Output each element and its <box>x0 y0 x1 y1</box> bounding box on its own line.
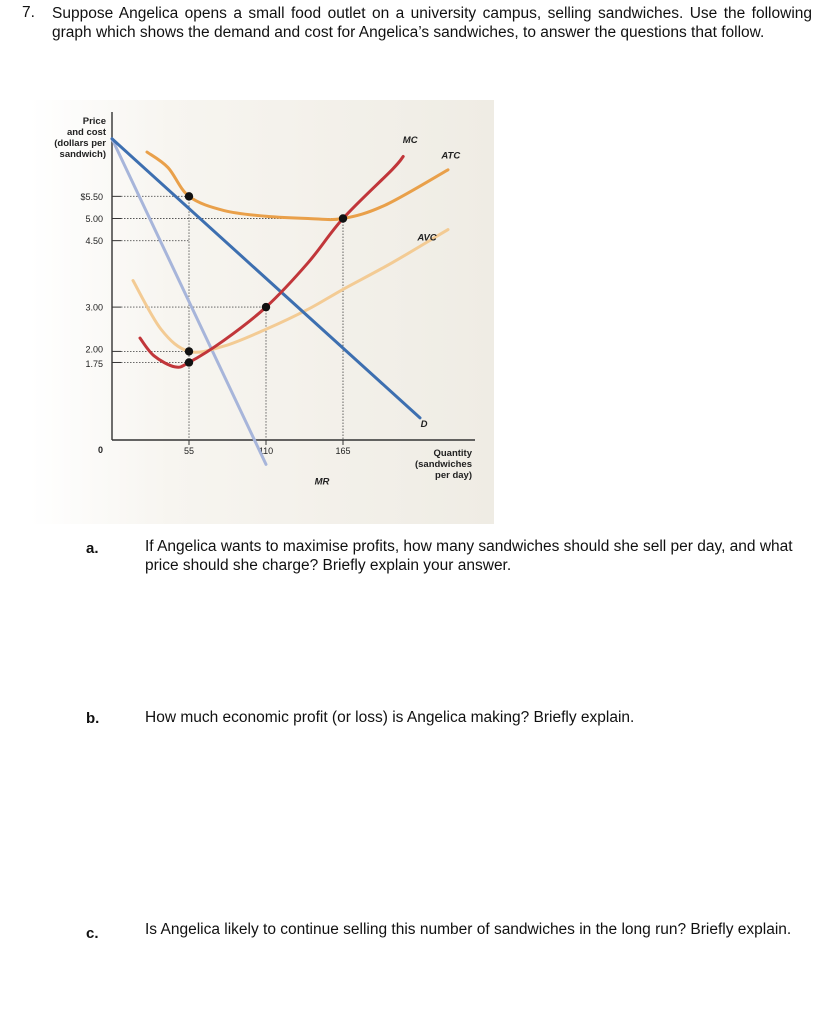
x-tick-label: 165 <box>335 446 351 456</box>
curve-label-mc: MC <box>402 135 418 147</box>
curve-label-mr: MR <box>314 476 330 488</box>
intersection-point <box>185 347 193 355</box>
graph-panel <box>30 100 494 524</box>
question-a-text: If Angelica wants to maximise profits, how many sandwiches should she sell per day, and what price should she charge? Briefly explain your answer. <box>145 538 793 574</box>
x-axis-label-line: per day) <box>435 470 472 481</box>
curve-label-atc: ATC <box>441 150 461 162</box>
curve-label-d: D <box>420 418 428 430</box>
y-tick-label: 5.00 <box>85 214 103 224</box>
y-tick-label: 3.00 <box>85 302 103 313</box>
y-axis-label-line: sandwich) <box>59 149 106 160</box>
question-c-letter: c. <box>86 925 99 942</box>
y-axis-label-line: and cost <box>66 127 106 138</box>
intersection-point <box>339 214 347 222</box>
question-number: 7. <box>22 4 35 21</box>
intersection-point <box>185 358 193 366</box>
y-tick-label: 4.50 <box>85 236 103 247</box>
question-c-text: Is Angelica likely to continue selling this number of sandwiches in the long run? Briefly explain. <box>145 921 792 938</box>
y-axis-label-line: Price <box>82 116 106 127</box>
question-text: Suppose Angelica opens a small food outlet on a university campus, selling sandwiches. Use the following graph which shows the demand and cost for Angelica’s sandwiches, to answer the questions that follow. <box>52 5 812 41</box>
question-a-letter: a. <box>86 540 99 557</box>
cost-demand-chart <box>30 100 494 524</box>
d-curve <box>112 139 420 418</box>
x-tick-label: 55 <box>183 446 195 456</box>
y-tick-label: 0 <box>97 445 103 455</box>
intersection-point <box>262 303 270 311</box>
x-tick-label: 110 <box>258 446 274 456</box>
x-axis-label-line: (sandwiches <box>414 459 472 470</box>
y-axis-label-line: (dollars per <box>54 138 106 149</box>
question-b-letter: b. <box>86 710 100 727</box>
x-axis-label-line: Quantity <box>433 448 472 459</box>
y-tick-label: 2.00 <box>85 344 103 355</box>
y-tick-label: $5.50 <box>80 191 103 202</box>
mc-curve <box>140 156 403 367</box>
intersection-point <box>185 192 193 200</box>
question-b-text: How much economic profit (or loss) is Angelica making? Briefly explain. <box>145 709 635 726</box>
y-tick-label: 1.75 <box>85 358 103 369</box>
avc-curve <box>133 230 448 353</box>
curve-label-avc: AVC <box>417 232 437 244</box>
